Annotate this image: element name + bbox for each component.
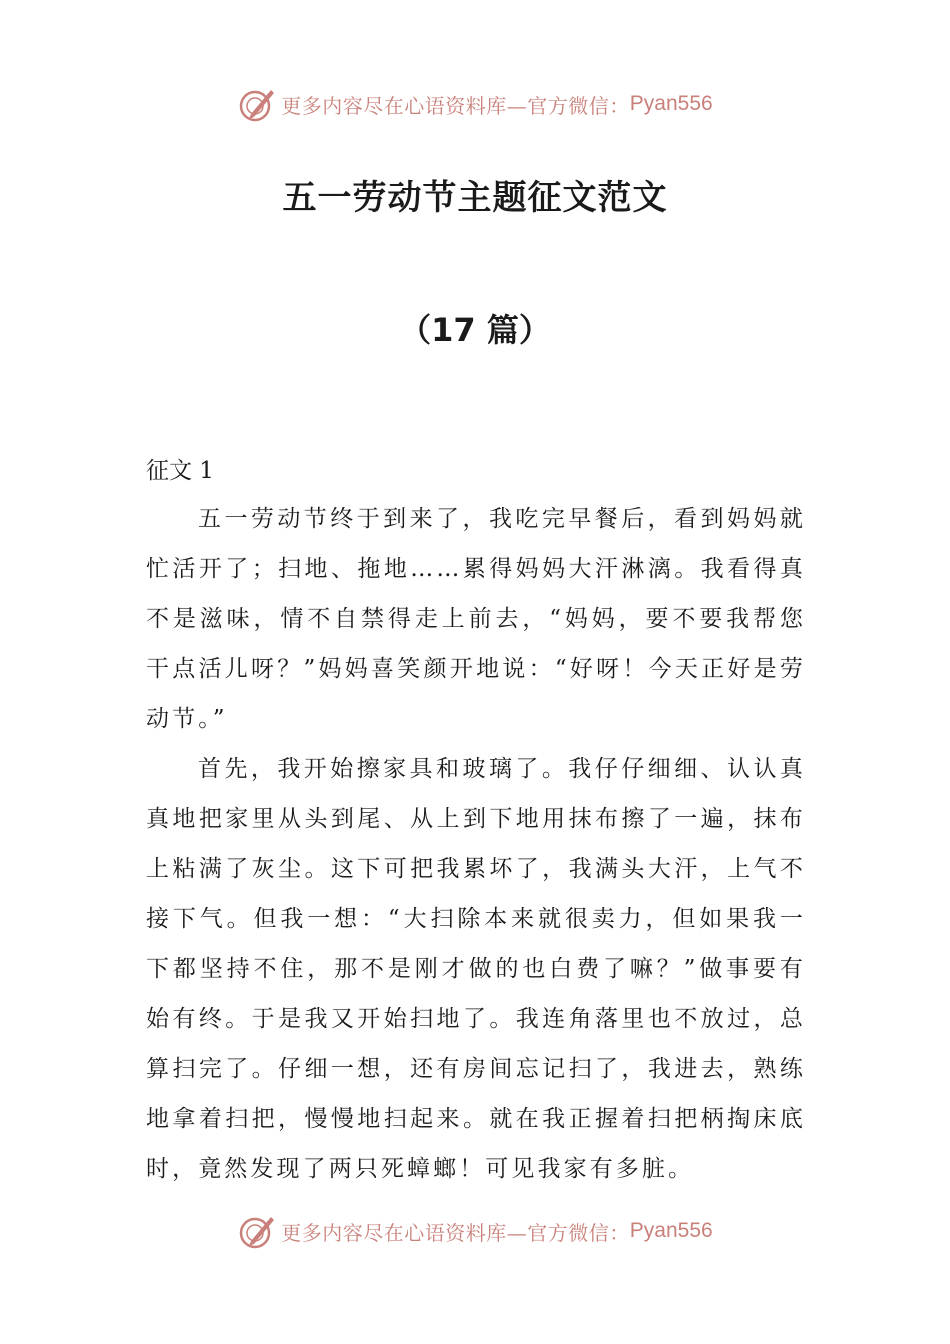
essay-paragraph-2: 首先，我开始擦家具和玻璃了。我仔仔细细、认认真真地把家里从头到尾、从上到下地用抹布擦了一遍，抹布上粘满了灰尘。这下可把我累坏了，我满头大汗，上气不接下气。但我一想：“大扫除本来就很卖力，但如果我一下都坚持不住，那不是刚才做的也白费了嘛？”做事要有始有终。于是我又开始扫地了。我连角落里也不放过，总算扫完了。仔细一想，还有房间忘记扫了，我进去，熟练地拿着扫把，慢慢地扫起来。就在我正握着扫把柄掏床底时，竟然发现了两只死蟑螂！可见我家有多脏。 <box>146 756 806 1182</box>
banner-wechat-id: Pyan556 <box>629 1219 713 1242</box>
banner-wechat-id: Pyan556 <box>629 92 713 115</box>
essay-paragraph-1: 五一劳动节终于到来了，我吃完早餐后，看到妈妈就忙活开了；扫地、拖地……累得妈妈大汗淋漓。我看得真不是滋味，情不自禁得走上前去，“妈妈，要不要我帮您干点活儿呀？”妈妈喜笑颜开地说：“好呀！今天正好是劳动节。” <box>146 506 806 732</box>
essay-body <box>146 494 806 1194</box>
section-heading: 征文 1 <box>146 458 214 484</box>
banner-text: 更多内容尽在心语资料库—官方微信： <box>281 93 630 118</box>
footer-watermark-banner <box>0 1209 950 1253</box>
document-subtitle: （17 篇） <box>399 311 551 349</box>
pen-logo-icon <box>237 1211 277 1251</box>
header-watermark-banner <box>0 82 950 126</box>
pen-logo-icon <box>237 84 277 124</box>
document-title: 五一劳动节主题征文范文 <box>282 178 668 218</box>
banner-text: 更多内容尽在心语资料库—官方微信： <box>281 1220 630 1245</box>
